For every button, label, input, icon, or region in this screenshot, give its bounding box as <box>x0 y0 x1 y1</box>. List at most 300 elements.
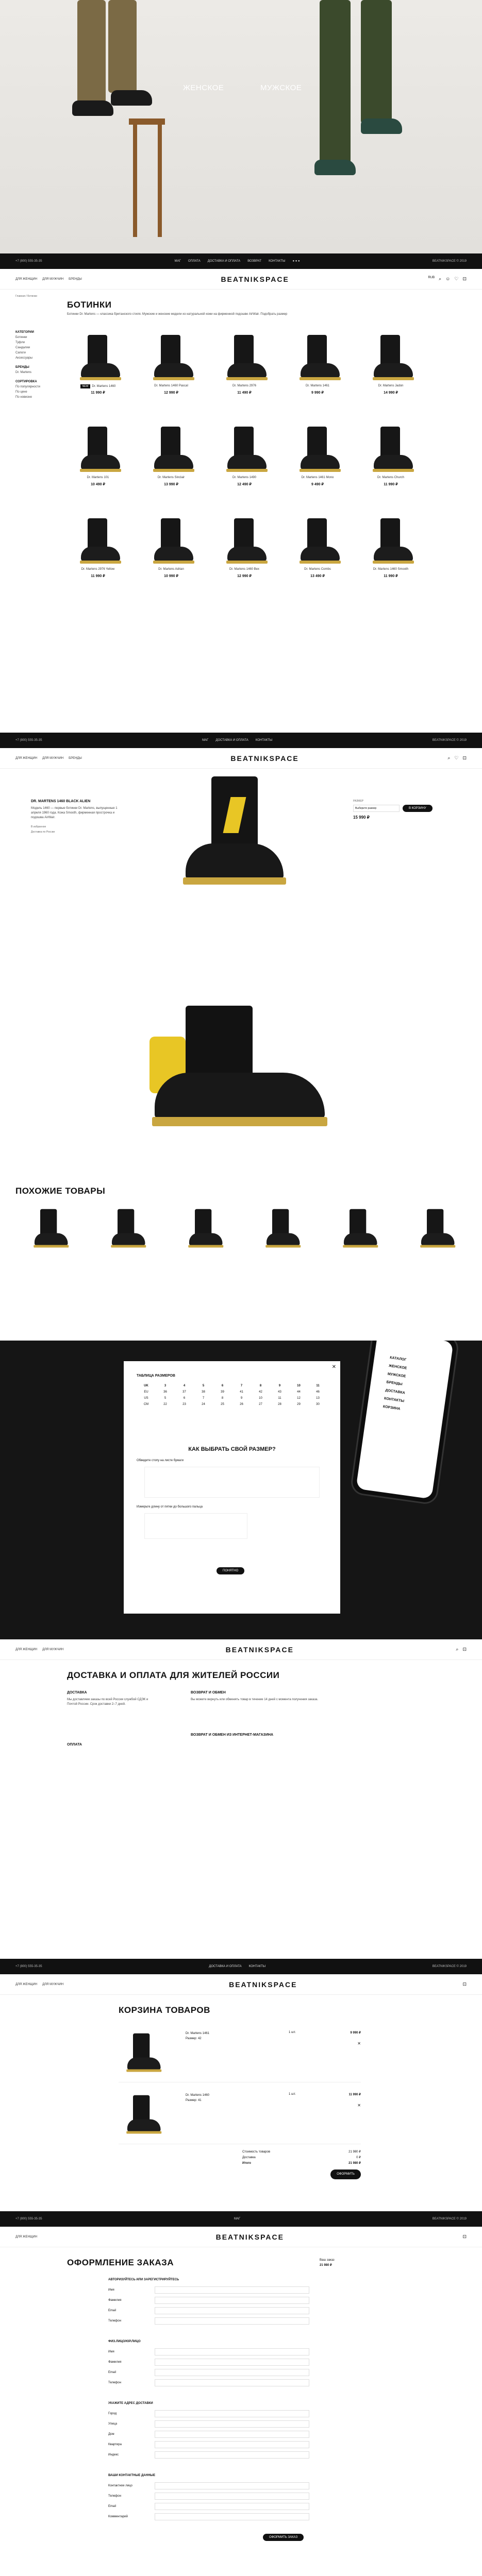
footer-link[interactable]: ДОСТАВКА И ОПЛАТА <box>209 1965 242 1968</box>
hero-women-link[interactable]: ЖЕНСКОЕ <box>183 83 224 92</box>
product-name[interactable]: Dr. Martens 101 <box>87 476 109 479</box>
heart-icon[interactable]: ♡ <box>454 755 459 760</box>
product-image[interactable] <box>184 1209 224 1249</box>
phone-menu-item[interactable]: КОРЗИНА <box>383 1405 401 1411</box>
add-to-cart-button[interactable]: В КОРЗИНУ <box>403 805 433 812</box>
product-card[interactable] <box>360 331 422 408</box>
ok-button[interactable]: ПОНЯТНО <box>217 1567 244 1574</box>
size-cell[interactable]: 28 <box>278 1403 281 1406</box>
footer-phone[interactable]: +7 (800) 555-35-35 <box>15 260 42 263</box>
product-price: 10 490 ₽ <box>91 483 105 486</box>
header <box>0 269 482 290</box>
field-label: Контактное лицо <box>108 2484 132 2487</box>
checkout-page <box>0 2227 482 2576</box>
product-card[interactable] <box>287 514 348 591</box>
sidebar-item[interactable]: По новизне <box>15 396 32 399</box>
logo[interactable]: BEATNIKSPACE <box>221 275 289 283</box>
footer-link[interactable]: ДОСТАВКА И ОПЛАТА <box>207 260 241 263</box>
size-cell[interactable]: 26 <box>240 1403 243 1406</box>
shoe <box>111 90 152 106</box>
size-cell[interactable]: 42 <box>259 1391 262 1394</box>
size-cell[interactable]: 7 <box>202 1397 205 1400</box>
size-cell[interactable]: 39 <box>221 1391 224 1394</box>
shoe <box>314 160 356 175</box>
footer <box>0 253 482 269</box>
field-input[interactable] <box>155 2482 309 2489</box>
product-name[interactable]: Dr. Martens 1461 Mono <box>301 476 334 479</box>
size-cell[interactable]: EU <box>144 1391 148 1394</box>
cart-item-price: 9 990 ₽ <box>350 2031 361 2035</box>
nav-men[interactable]: ДЛЯ МУЖЧИН <box>42 1982 64 1986</box>
product-price: 13 990 ₽ <box>164 483 178 486</box>
size-header: 9 <box>278 1384 281 1387</box>
field-input[interactable] <box>155 2359 309 2366</box>
header <box>0 1974 482 1995</box>
page-title: БОТИНКИ <box>67 300 112 310</box>
cart-item-size: Размер: 41 <box>186 2099 202 2102</box>
product-price: 11 990 ₽ <box>384 483 398 486</box>
step-title: ФИЗ.ЛИЦО/ЮР.ЛИЦО <box>108 2340 141 2343</box>
cart-item-name[interactable]: Dr. Martens 1461 <box>186 2032 210 2035</box>
phone-menu-item[interactable]: КАТАЛОГ <box>389 1355 407 1362</box>
model-leg <box>361 0 392 124</box>
size-cell[interactable]: 44 <box>297 1391 301 1394</box>
person-fields <box>108 2348 309 2386</box>
sum-label: Стоимость товаров <box>242 2150 271 2154</box>
social-icon[interactable]: ● ● ● <box>292 260 300 263</box>
field-label: Улица <box>108 2422 118 2426</box>
catalog-description: Ботинки Dr. Martens — классика британского стиля. Мужские и женские модели из натуральной кожи на фирменной подошве AirWair. Подобрать размер <box>67 313 288 316</box>
breadcrumb[interactable]: Главная / Ботинки <box>15 295 37 298</box>
sidebar-item[interactable]: Ботинки <box>15 336 27 339</box>
product-price: 11 990 ₽ <box>384 574 398 578</box>
nav-women[interactable]: ДЛЯ ЖЕНЩИН <box>15 2235 38 2239</box>
footer-link[interactable]: КОНТАКТЫ <box>255 739 273 742</box>
model-leg <box>108 0 137 93</box>
summary-title: Ваш заказ <box>320 2259 335 2262</box>
field-input[interactable] <box>155 2317 309 2325</box>
size-cell[interactable]: 6 <box>183 1397 186 1400</box>
sidebar-item[interactable]: Аксессуары <box>15 357 32 360</box>
size-cell[interactable]: 37 <box>182 1391 186 1394</box>
field-input[interactable] <box>155 2503 309 2510</box>
phone-menu-item[interactable]: БРЕНДЫ <box>386 1380 403 1386</box>
field-input[interactable] <box>155 2420 309 2428</box>
checkout-form <box>108 2278 309 2541</box>
product-name[interactable]: Dr. Martens 1461 <box>305 384 330 387</box>
related-product[interactable] <box>180 1201 227 1248</box>
field-label: Город <box>108 2412 117 2415</box>
phone-menu-item[interactable]: ДОСТАВКА <box>385 1388 406 1395</box>
footer-link[interactable]: ОПЛАТА <box>188 260 201 263</box>
cart-item-qty[interactable]: 1 шт. <box>289 2093 296 2096</box>
footer-link[interactable]: МАГ <box>174 260 181 263</box>
size-cell[interactable]: 8 <box>221 1397 224 1400</box>
size-cell[interactable]: 22 <box>163 1403 167 1406</box>
product-price: 11 490 ₽ <box>237 391 252 395</box>
catalog-page <box>0 269 482 733</box>
shoe <box>72 100 113 116</box>
product-image[interactable] <box>122 2095 162 2135</box>
size-cell[interactable]: 12 <box>297 1397 301 1400</box>
how-title: КАК ВЫБРАТЬ СВОЙ РАЗМЕР? <box>188 1446 276 1452</box>
product-image[interactable] <box>221 427 268 473</box>
currency[interactable]: RUB <box>428 276 435 279</box>
footer-phone[interactable]: +7 (800) 555-35-35 <box>15 1965 42 1968</box>
size-header: UK <box>144 1384 148 1387</box>
field-label: Телефон <box>108 2319 121 2323</box>
step-1: Обведите стопу на листе бумаги <box>137 1459 184 1462</box>
product-name[interactable]: Dr. Martens Church <box>377 476 405 479</box>
size-cell[interactable]: 36 <box>163 1391 167 1394</box>
cart-item-name[interactable]: Dr. Martens 1460 <box>186 2094 210 2097</box>
size-cell[interactable]: 24 <box>202 1403 205 1406</box>
product-image[interactable] <box>294 335 341 381</box>
size-header: 10 <box>297 1384 301 1387</box>
size-header: 11 <box>316 1384 320 1387</box>
logo[interactable]: BEATNIKSPACE <box>215 2232 284 2241</box>
size-label: РАЗМЕР <box>353 800 364 803</box>
section-heading: ВОЗВРАТ И ОБМЕН <box>191 1691 226 1694</box>
size-modal <box>124 1361 340 1614</box>
size-header: 4 <box>183 1384 186 1387</box>
footer-link[interactable]: МАГ <box>234 2217 241 2221</box>
field-input[interactable] <box>155 2286 309 2294</box>
cart-icon[interactable]: ⊡ <box>462 1981 467 1987</box>
field-input[interactable] <box>155 2410 309 2417</box>
section-heading: ДОСТАВКА <box>67 1691 87 1694</box>
footer-link[interactable]: КОНТАКТЫ <box>269 260 286 263</box>
product-card[interactable] <box>287 422 348 500</box>
size-cell[interactable]: 10 <box>259 1397 262 1400</box>
sidebar-item[interactable]: Туфли <box>15 341 25 344</box>
product-image[interactable] <box>368 335 414 381</box>
search-icon[interactable]: ⌕ <box>439 276 442 281</box>
delivery-page <box>0 1639 482 1959</box>
step-title: ВАШИ КОНТАКТНЫЕ ДАННЫЕ <box>108 2474 156 2477</box>
product-name[interactable]: Dr. Martens 1460 Pascal <box>154 384 188 387</box>
product-price: 12 990 ₽ <box>164 391 178 395</box>
cart-icon[interactable]: ⊡ <box>462 2234 467 2239</box>
footer-link[interactable]: КОНТАКТЫ <box>248 1965 266 1968</box>
submit-order-button[interactable]: ОФОРМИТЬ ЗАКАЗ <box>263 2534 304 2541</box>
product-image[interactable] <box>148 335 194 381</box>
product-image[interactable] <box>148 427 194 473</box>
cart-item <box>119 2088 361 2144</box>
field-input[interactable] <box>155 2369 309 2376</box>
cart-item-qty[interactable]: 1 шт. <box>289 2031 296 2034</box>
footer <box>0 1959 482 1974</box>
product-card[interactable] <box>287 331 348 408</box>
model-leg <box>77 0 106 103</box>
size-cell[interactable]: 23 <box>182 1403 186 1406</box>
field-input[interactable] <box>155 2431 309 2438</box>
phone-menu-item[interactable]: ЖЕНСКОЕ <box>388 1364 407 1370</box>
size-cell[interactable]: 27 <box>259 1403 262 1406</box>
product-price: 9 990 ₽ <box>311 391 324 395</box>
product-name[interactable]: Dr. Martens Combs <box>304 568 331 571</box>
logo[interactable]: BEATNIKSPACE <box>225 1645 294 1654</box>
field-input[interactable] <box>155 2441 309 2448</box>
footer-copyright: BEATNIKSPACE © 2019 <box>432 260 467 263</box>
sidebar-title: КАТЕГОРИИ <box>15 331 34 334</box>
sidebar <box>15 326 40 400</box>
size-header: 6 <box>221 1384 224 1387</box>
nav-men[interactable]: ДЛЯ МУЖЧИН <box>42 756 64 760</box>
sidebar-item[interactable]: По цене <box>15 391 27 394</box>
product-price: 11 990 ₽ <box>91 574 105 578</box>
total-label: Итого <box>242 2162 251 2165</box>
product-card[interactable] <box>67 514 129 591</box>
size-cell[interactable]: 9 <box>240 1397 243 1400</box>
step-title: АВТОРИЗУЙТЕСЬ ИЛИ ЗАРЕГИСТРИРУЙТЕСЬ <box>108 2278 179 2281</box>
field-input[interactable] <box>155 2451 309 2459</box>
product-image[interactable] <box>75 335 121 381</box>
footer <box>0 733 482 748</box>
footer-phone[interactable]: +7 (800) 555-35-35 <box>15 739 42 742</box>
product-card[interactable] <box>140 514 202 591</box>
size-select[interactable]: Выберите размер <box>353 805 400 812</box>
cart-item-size: Размер: 42 <box>186 2037 202 2040</box>
stool-leg <box>158 124 162 237</box>
section-text: Мы доставляем заказы по всей России службой СДЭК и Почтой России. Срок доставки 2–7 дней. <box>67 1698 148 1706</box>
nav-women[interactable]: ДЛЯ ЖЕНЩИН <box>15 756 38 760</box>
remove-icon[interactable]: ✕ <box>357 2041 361 2046</box>
size-header: 8 <box>259 1384 262 1387</box>
field-input[interactable] <box>155 2307 309 2314</box>
cart-item <box>119 2026 361 2082</box>
logo[interactable]: BEATNIKSPACE <box>229 1980 297 1989</box>
contact-fields <box>108 2482 309 2520</box>
product-image[interactable] <box>148 518 194 565</box>
remove-icon[interactable]: ✕ <box>357 2103 361 2108</box>
nav-women[interactable]: ДЛЯ ЖЕНЩИН <box>15 1982 38 1986</box>
step-2: Измерьте длину от пятки до большого пальца <box>137 1505 203 1509</box>
footer-link[interactable]: МАГ <box>202 739 209 742</box>
stool-leg <box>133 124 137 237</box>
product-card[interactable] <box>67 422 129 500</box>
product-image[interactable] <box>122 2033 162 2073</box>
summary-total: 21 980 ₽ <box>320 2264 332 2267</box>
nav-women[interactable]: ДЛЯ ЖЕНЩИН <box>15 277 38 281</box>
footer-copyright: BEATNIKSPACE © 2019 <box>432 739 467 742</box>
product-info <box>31 800 119 834</box>
heart-icon[interactable]: ♡ <box>454 276 459 281</box>
phone-screen <box>356 1341 453 1499</box>
related-row <box>15 1201 467 1253</box>
field-input[interactable] <box>155 2493 309 2500</box>
related-product[interactable] <box>258 1201 304 1248</box>
fav-link[interactable]: В избранное <box>31 825 46 828</box>
product-card[interactable] <box>360 514 422 591</box>
cart-items <box>119 2026 361 2149</box>
shoe <box>361 118 402 134</box>
checkout-button[interactable]: ОФОРМИТЬ <box>330 2170 361 2179</box>
logo[interactable]: BEATNIKSPACE <box>230 754 299 762</box>
nav-women[interactable]: ДЛЯ ЖЕНЩИН <box>15 1648 38 1651</box>
product-name[interactable]: Dr. Martens 2976 <box>232 384 257 387</box>
order-summary <box>320 2258 335 2268</box>
size-cell[interactable]: 30 <box>316 1403 320 1406</box>
phone-menu-item[interactable]: КОНТАКТЫ <box>384 1397 405 1403</box>
sidebar-item[interactable]: Сандалии <box>15 346 30 349</box>
field-label: Квартира <box>108 2443 122 2446</box>
footer-copyright: BEATNIKSPACE © 2019 <box>432 1965 467 1968</box>
phone-menu-item[interactable]: МУЖСКОЕ <box>387 1372 406 1379</box>
product-name[interactable]: Dr. Martens 2976 Yellow <box>81 568 115 571</box>
header <box>0 748 482 769</box>
size-cell[interactable]: 29 <box>297 1403 301 1406</box>
product-price: 12 490 ₽ <box>237 483 252 486</box>
field-label: Email <box>108 2309 117 2312</box>
delivery-right <box>191 1691 459 1737</box>
product-image-2[interactable] <box>134 1006 351 1140</box>
product-image[interactable] <box>294 518 341 565</box>
field-label: Имя <box>108 2350 114 2353</box>
field-label: Фамилия <box>108 2361 122 2364</box>
product-price: 14 990 ₽ <box>384 391 398 395</box>
section-heading: ВОЗВРАТ И ОБМЕН ИЗ ИНТЕРНЕТ-МАГАЗИНА <box>191 1733 274 1737</box>
size-cell[interactable]: 25 <box>221 1403 224 1406</box>
field-input[interactable] <box>155 2513 309 2520</box>
size-cell[interactable]: 38 <box>202 1391 205 1394</box>
size-cell[interactable]: 5 <box>164 1397 167 1400</box>
related-product[interactable] <box>335 1201 381 1248</box>
product-name[interactable]: Dr. Martens 1460 Smooth <box>373 568 409 571</box>
size-cell[interactable]: 43 <box>278 1391 281 1394</box>
product-image[interactable] <box>294 427 341 473</box>
product-card[interactable] <box>213 514 275 591</box>
nav-brands[interactable]: БРЕНДЫ <box>69 756 82 760</box>
size-cell[interactable]: 11 <box>278 1397 281 1400</box>
field-label: Фамилия <box>108 2299 122 2302</box>
close-icon[interactable]: ✕ <box>331 1364 336 1370</box>
nav-men[interactable]: ДЛЯ МУЖЧИН <box>42 1648 64 1651</box>
footer-phone[interactable]: +7 (800) 555-35-35 <box>15 2217 42 2221</box>
size-cell[interactable]: 41 <box>240 1391 243 1394</box>
product-card[interactable] <box>213 331 275 408</box>
product-image[interactable] <box>170 776 294 900</box>
product-image[interactable] <box>221 335 268 381</box>
auth-fields <box>108 2286 309 2325</box>
product-description: Модель 1460 — первые ботинки Dr. Martens, выпущенные 1 апреля 1960 года. Кожа Smooth, фирменная прострочка и подошва AirWair. <box>31 807 118 819</box>
field-input[interactable] <box>155 2379 309 2386</box>
product-card[interactable] <box>140 331 202 408</box>
sidebar-item[interactable]: Dr. Martens <box>15 371 32 374</box>
product-image[interactable] <box>107 1209 146 1249</box>
delivery-label: Доставка <box>242 2156 256 2159</box>
related-title: ПОХОЖИЕ ТОВАРЫ <box>15 1186 106 1196</box>
field-input[interactable] <box>155 2297 309 2304</box>
product-image[interactable] <box>368 518 414 565</box>
cart-icon[interactable]: ⊡ <box>462 1647 467 1652</box>
product-image[interactable] <box>339 1209 378 1249</box>
user-icon[interactable]: ☺ <box>445 276 451 281</box>
buy-box <box>353 800 441 820</box>
page-title: ОФОРМЛЕНИЕ ЗАКАЗА <box>67 2258 174 2267</box>
product-card[interactable] <box>360 422 422 500</box>
product-image[interactable] <box>75 427 121 473</box>
product-card[interactable] <box>67 331 129 408</box>
sidebar-item[interactable]: Сапоги <box>15 351 26 354</box>
related-product[interactable] <box>26 1201 72 1248</box>
product-image[interactable] <box>29 1209 69 1249</box>
size-cell[interactable]: 13 <box>316 1397 320 1400</box>
size-header: 7 <box>240 1384 243 1387</box>
nav-men[interactable]: ДЛЯ МУЖЧИН <box>42 277 64 281</box>
size-cell[interactable]: 46 <box>316 1391 320 1394</box>
product-name[interactable]: Dr. Martens 1490 <box>232 476 257 479</box>
sidebar-item[interactable]: По популярности <box>15 385 40 388</box>
related-product[interactable] <box>103 1201 149 1248</box>
page-title: КОРЗИНА ТОВАРОВ <box>119 2005 210 2015</box>
field-label: Дом <box>108 2433 114 2436</box>
delivery-left <box>67 1691 155 1747</box>
product-badge: NEW <box>80 384 91 388</box>
product-name[interactable]: Dr. Martens 1460 Bex <box>229 568 260 571</box>
search-icon[interactable]: ⌕ <box>447 755 451 760</box>
delivery-link[interactable]: Доставка по России <box>31 831 55 834</box>
product-image[interactable] <box>368 427 414 473</box>
field-input[interactable] <box>155 2348 309 2355</box>
nav-brands[interactable]: БРЕНДЫ <box>69 277 82 281</box>
footer-link[interactable]: ВОЗВРАТ <box>247 260 262 263</box>
sidebar-title: СОРТИРОВКА <box>15 380 37 383</box>
product-image[interactable] <box>261 1209 301 1249</box>
field-label: Email <box>108 2505 117 2508</box>
related-product[interactable] <box>412 1201 459 1248</box>
cart-icon[interactable]: ⊡ <box>462 276 467 281</box>
page-title: ДОСТАВКА И ОПЛАТА ДЛЯ ЖИТЕЛЕЙ РОССИИ <box>67 1670 280 1680</box>
cart-icon[interactable]: ⊡ <box>462 755 467 760</box>
field-label: Email <box>108 2371 117 2374</box>
hero-banner <box>0 0 482 253</box>
delivery-value: 0 ₽ <box>356 2156 361 2159</box>
step-2-illustration <box>144 1513 247 1539</box>
sum-value: 21 980 ₽ <box>348 2150 361 2154</box>
modal-title: ТАБЛИЦА РАЗМЕРОВ <box>137 1374 175 1378</box>
product-price: 12 990 ₽ <box>237 574 252 578</box>
size-header: 3 <box>164 1384 167 1387</box>
product-image[interactable] <box>75 518 121 565</box>
size-cell[interactable]: US <box>144 1397 148 1400</box>
cart-summary <box>242 2149 361 2179</box>
step-title: УКАЖИТЕ АДРЕС ДОСТАВКИ <box>108 2402 153 2405</box>
field-label: Телефон <box>108 2381 121 2384</box>
product-name[interactable]: NEW Dr. Martens 1460 <box>67 384 129 388</box>
footer-link[interactable]: ДОСТАВКА И ОПЛАТА <box>215 739 248 742</box>
product-image[interactable] <box>416 1209 456 1249</box>
product-price: 13 490 ₽ <box>310 574 325 578</box>
search-icon[interactable]: ⌕ <box>456 1647 459 1652</box>
size-table <box>137 1384 327 1406</box>
product-name[interactable]: Dr. Martens Jadon <box>378 384 404 387</box>
product-page <box>0 748 482 1341</box>
product-price: 11 990 ₽ <box>91 391 105 395</box>
product-name[interactable]: Dr. Martens Adrian <box>158 568 184 571</box>
product-card[interactable] <box>140 422 202 500</box>
field-label: Имя <box>108 2289 114 2292</box>
model-leg <box>320 0 351 165</box>
hero-men-link[interactable]: МУЖСКОЕ <box>260 83 302 92</box>
product-card[interactable] <box>213 422 275 500</box>
cart-page <box>0 1974 482 2211</box>
product-image[interactable] <box>221 518 268 565</box>
footer-copyright: BEATNIKSPACE © 2019 <box>432 2217 467 2221</box>
cart-item-price: 11 990 ₽ <box>348 2093 361 2096</box>
size-cell[interactable]: СМ <box>143 1403 149 1406</box>
product-name[interactable]: Dr. Martens Sinclair <box>157 476 185 479</box>
